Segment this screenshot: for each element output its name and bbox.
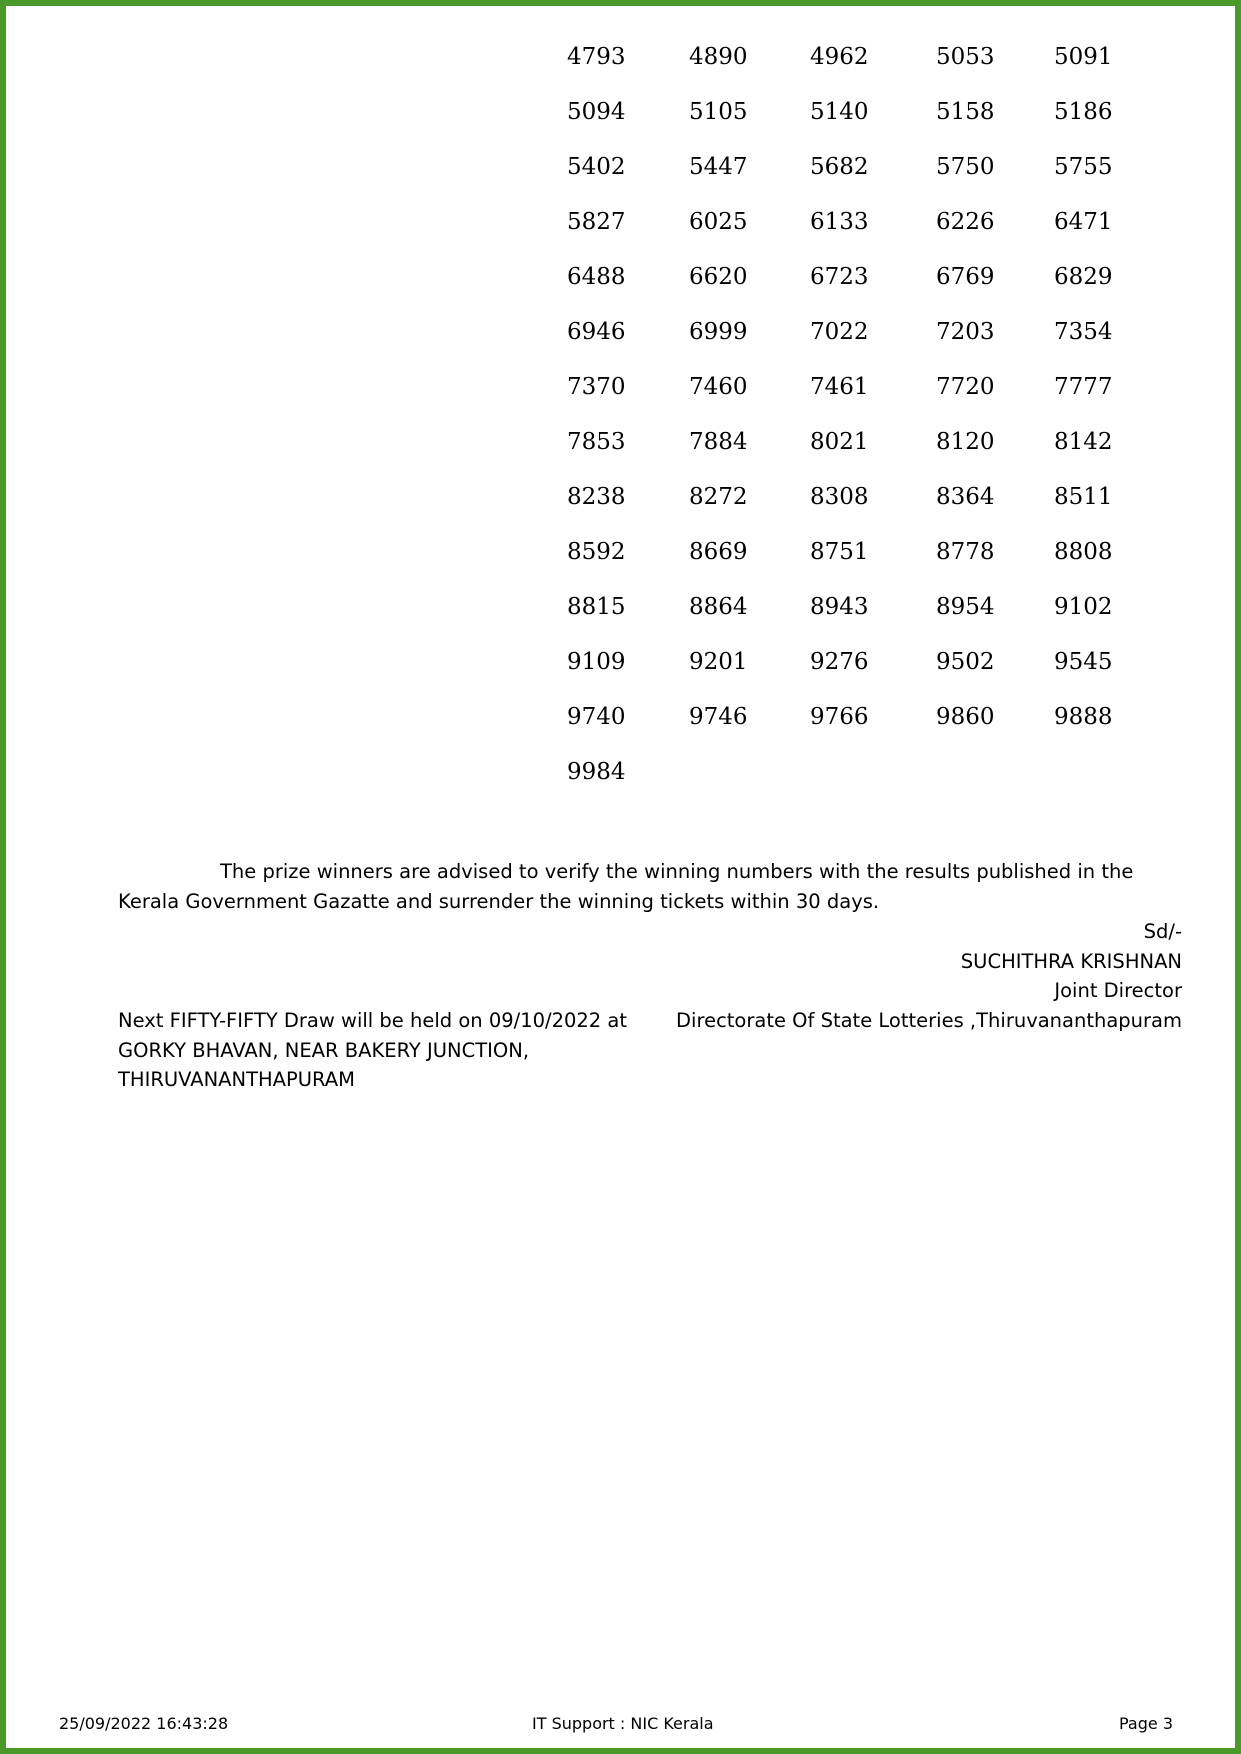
winning-number: 8943 (810, 594, 869, 620)
winning-number: 6723 (810, 264, 869, 290)
winning-number: 9545 (1054, 649, 1113, 675)
winning-number: 5091 (1054, 44, 1113, 70)
winning-number: 9276 (810, 649, 869, 675)
winning-number: 8864 (689, 594, 748, 620)
winning-number: 7370 (567, 374, 626, 400)
sd-mark: Sd/- (1143, 920, 1182, 943)
winning-number: 9102 (1054, 594, 1113, 620)
winning-number: 9888 (1054, 704, 1113, 730)
winning-number: 9201 (689, 649, 748, 675)
winning-number: 7720 (936, 374, 995, 400)
next-draw-line: Next FIFTY-FIFTY Draw will be held on 09/10/2022 at (118, 1009, 627, 1032)
winning-number: 6946 (567, 319, 626, 345)
winning-number: 4793 (567, 44, 626, 70)
numbers-row (567, 429, 1127, 484)
winning-number: 8308 (810, 484, 869, 510)
winning-number: 5827 (567, 209, 626, 235)
winning-number: 8669 (689, 539, 748, 565)
winning-number: 8815 (567, 594, 626, 620)
numbers-row (567, 594, 1127, 649)
winning-number: 6226 (936, 209, 995, 235)
winning-number: 7354 (1054, 319, 1113, 345)
winning-number: 7777 (1054, 374, 1113, 400)
numbers-row (567, 374, 1127, 429)
signatory-office: Directorate Of State Lotteries ,Thiruvananthapuram (676, 1008, 1182, 1032)
winning-number: 9502 (936, 649, 995, 675)
winning-number: 5750 (936, 154, 995, 180)
winning-number: 7022 (810, 319, 869, 345)
winning-number: 5186 (1054, 99, 1113, 125)
winning-number: 8142 (1054, 429, 1113, 455)
winning-number: 6620 (689, 264, 748, 290)
next-draw-venue: GORKY BHAVAN, NEAR BAKERY JUNCTION, (118, 1038, 530, 1062)
numbers-row (567, 704, 1127, 759)
winning-number: 9860 (936, 704, 995, 730)
winning-number: 6471 (1054, 209, 1113, 235)
footer-it-support: IT Support : NIC Kerala (532, 1714, 714, 1733)
winning-number: 6488 (567, 264, 626, 290)
advice-paragraph: The prize winners are advised to verify the winning numbers with the results published in the Kerala Government Gazatte and surrender the winning tickets within 30 days. (118, 860, 1134, 913)
numbers-row (567, 759, 1127, 814)
numbers-row (567, 649, 1127, 704)
numbers-row (567, 154, 1127, 209)
winning-number: 8021 (810, 429, 869, 455)
winning-number: 4962 (810, 44, 869, 70)
winning-number: 5755 (1054, 154, 1113, 180)
winning-number: 9766 (810, 704, 869, 730)
winning-number: 5158 (936, 99, 995, 125)
winning-number: 7884 (689, 429, 748, 455)
winning-number: 8238 (567, 484, 626, 510)
signatory-name: SUCHITHRA KRISHNAN (960, 949, 1182, 973)
winning-number: 8511 (1054, 484, 1113, 510)
winning-number: 8954 (936, 594, 995, 620)
winning-number: 7853 (567, 429, 626, 455)
numbers-row (567, 99, 1127, 154)
signatory-designation: Joint Director (1054, 979, 1182, 1002)
winning-number: 7203 (936, 319, 995, 345)
numbers-row (567, 44, 1127, 99)
winning-number: 8364 (936, 484, 995, 510)
next-draw-city: THIRUVANANTHAPURAM (118, 1068, 355, 1091)
winning-number: 4890 (689, 44, 748, 70)
winning-number: 6999 (689, 319, 748, 345)
numbers-row (567, 539, 1127, 594)
winning-number: 9984 (567, 759, 626, 785)
winning-number: 8120 (936, 429, 995, 455)
winning-number: 7461 (810, 374, 869, 400)
footer-timestamp: 25/09/2022 16:43:28 (59, 1714, 229, 1733)
footer-page-number: Page 3 (1119, 1714, 1173, 1733)
winning-number: 5402 (567, 154, 626, 180)
winning-number: 9740 (567, 704, 626, 730)
numbers-row (567, 484, 1127, 539)
winning-number: 5682 (810, 154, 869, 180)
signature-block (582, 917, 1182, 1035)
numbers-row (567, 264, 1127, 319)
next-draw-notice (118, 1006, 638, 1095)
winning-number: 7460 (689, 374, 748, 400)
numbers-row (567, 319, 1127, 374)
winning-number: 8272 (689, 484, 748, 510)
winning-number: 8808 (1054, 539, 1113, 565)
winning-number: 6025 (689, 209, 748, 235)
winning-number: 8778 (936, 539, 995, 565)
winning-numbers-grid (567, 44, 1127, 814)
winning-number: 5094 (567, 99, 626, 125)
winning-number: 5105 (689, 99, 748, 125)
winning-number: 5140 (810, 99, 869, 125)
winning-number: 9746 (689, 704, 748, 730)
winning-number: 6769 (936, 264, 995, 290)
winning-number: 6829 (1054, 264, 1113, 290)
winning-number: 8592 (567, 539, 626, 565)
winning-number: 8751 (810, 539, 869, 565)
winning-number: 5053 (936, 44, 995, 70)
winning-number: 6133 (810, 209, 869, 235)
winning-number: 9109 (567, 649, 626, 675)
winning-number: 5447 (689, 154, 748, 180)
numbers-row (567, 209, 1127, 264)
